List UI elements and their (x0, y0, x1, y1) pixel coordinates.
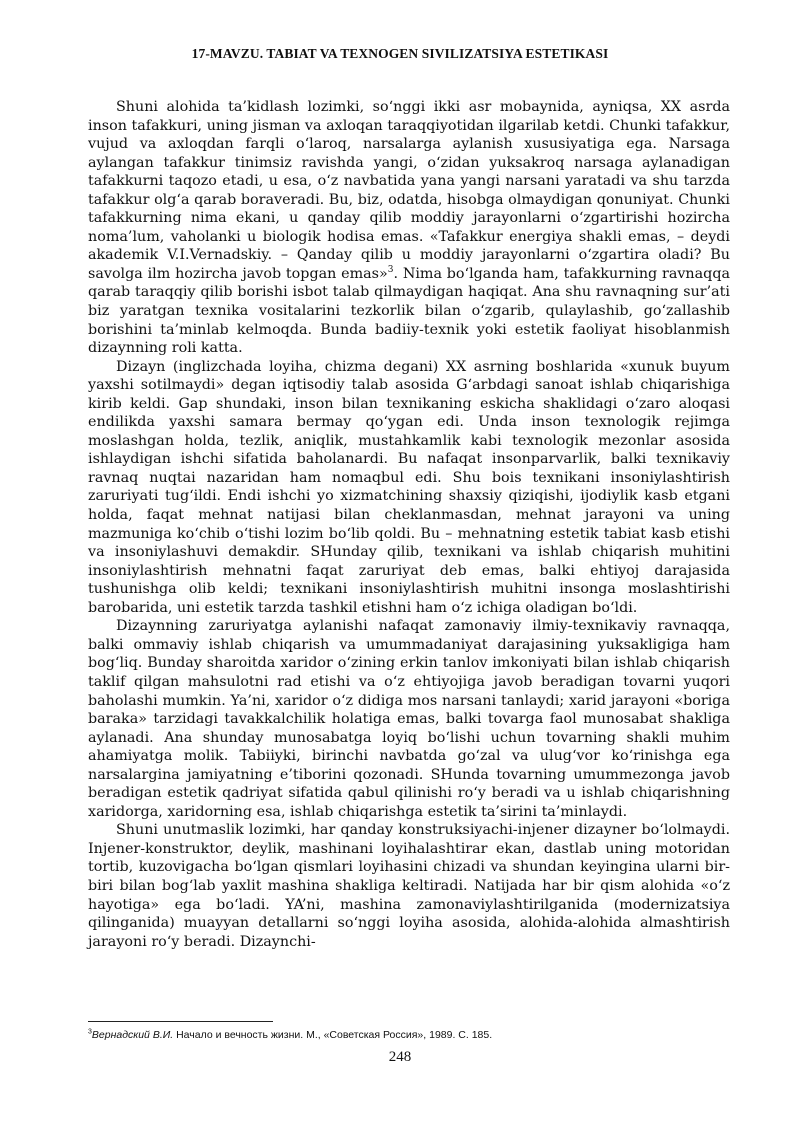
footnote-reference[interactable]: 3 (387, 265, 394, 276)
footnote-mark: 3 (88, 1028, 92, 1036)
body-text (88, 98, 730, 951)
paragraph-4: Shuni unutmaslik lozimki, har qanday konstruksiyachi-injener dizayner bo‘lolmaydi. Injener-konstruktor, deylik, mashinani loyihalashtirar ekan, dastlab uning motoridan tortib, kuzovigacha bo‘lgan qismlari loyihasini chizadi va shundan keyingina ularni bir-biri bilan bog‘lab yaxlit mashina shakliga keltiradi. Natijada har bir qism alohida «o‘z hayotiga» ega bo‘ladi. YA’ni, mashina zamonaviylashtirilganida (modernizatsiya qilinganida) muayyan detallarni so‘nggi loyiha asosida, alohida-alohida almashtirish jarayoni ro‘y beradi. Dizaynchi- (88, 822, 730, 950)
footnote-author: Вернадский В.И. (91, 1029, 174, 1041)
footnote-text: Начало и вечность жизни. М., «Советская Россия», 1989. С. 185. (173, 1029, 493, 1041)
paragraph-1-text-a: Shuni alohida ta’kidlash lozimki, so‘nggi ikki asr mobaynida, ayniqsa, XX asrda inson tafakkuri, uning jisman va axloqan taraqqiyotidan ilgarilab ketdi. Chunki tafakkur, vujud va axloqdan farqli o‘laroq, narsalarga aylanish xususiyatiga ega. Narsaga aylangan tafakkur tinimsiz ravishda yangi, o‘zidan yuksakroq narsaga aylanadigan tafakkurni taqozo etadi, u esa, o‘z navbatida yana yangi narsani yaratadi va shu tarzda tafakkur olg‘a qarab boraveradi. Bu, biz, odatda, hisobga olmaydigan qonuniyat. Chunki tafakkurning nima ekani, u qanday qilib moddiy jarayonlarni o‘zgartirishi hozircha noma’lum, vaholanki u biologik hodisa emas. «Tafakkur energiya shakli emas, – deydi akademik V.I.Vernadskiy. – Qanday qilib u moddiy jarayonlarni o‘zgartira oladi? Bu savolga ilm hozircha javob topgan emas» (88, 99, 730, 282)
paragraph-3: Dizaynning zaruriyatga aylanishi nafaqat zamonaviy ilmiy-texnikaviy ravnaqqa, balki ommaviy ishlab chiqarish va umummadaniyat darajasining yuksakligiga ham bog‘liq. Bunday sharoitda xaridor o‘zining erkin tanlov imkoniyati bilan ishlab chiqarish taklif qilgan mahsulotni rad etishi va o‘z ehtiyojiga javob beradigan tovarni yuqori baholashi mumkin. Ya’ni, xaridor o‘z didiga mos narsani tanlaydi; xarid jarayoni «boriga baraka» tarzidagi tavakkalchilik holatiga emas, balki tovarga faol munosabat shakliga aylanadi. Ana shunday munosabatga loyiq bo‘lishi uchun tovarning shakli muhim ahamiyatga molik. Tabiiyki, birinchi navbatda go‘zal va ulug‘vor ko‘rinishga ega narsalargina jamiyatning e’tiborini qozonadi. SHunda tovarning umummezonga javob beradigan estetik qadriyat sifatida qabul qilinishi ro‘y beradi va u ishlab chiqarishning xaridorga, xaridorning esa, ishlab chiqarishga estetik ta’sirini ta’minlaydi. (88, 618, 730, 820)
running-header: 17-MAVZU. TABIAT VA TEXNOGEN SIVILIZATSIYA ESTETIKASI (191, 46, 609, 61)
paragraph-1 (88, 98, 730, 358)
footnote (88, 1029, 730, 1042)
paragraph-2: Dizayn (inglizchada loyiha, chizma degani) XX asrning boshlarida «xunuk buyum yaxshi sotilmaydi» degan iqtisodiy talab asosida G‘arbdagi sanoat ishlab chiqarishiga kirib keldi. Gap shundaki, inson bilan texnikaning eskicha shaklidagi o‘zaro aloqasi endilikda yaxshi samara bermay qo‘ygan edi. Unda inson texnologik rejimga moslashgan holda, tezlik, aniqlik, mustahkamlik kabi texnologik mezonlar asosida ishlaydigan ishchi sifatida baholanardi. Bu nafaqat insonparvarlik, balki texnikaviy ravnaq nuqtai nazaridan ham nomaqbul edi. Shu bois texnikani insoniylashtirish zaruriyati tug‘ildi. Endi ishchi yo xizmatchining shaxsiy qiziqishi, ijodiylik kasb etgani holda, faqat mehnat natijasi bilan cheklanmasdan, mehnat jarayoni va uning mazmuniga ko‘chib o‘tishi lozim bo‘lib qoldi. Bu – mehnatning estetik tabiat kasb etishi va insoniylashuvi demakdir. SHunday qilib, texnikani va ishlab chiqarish muhitini insoniylashtirish mehnatni faqat zaruriyat deb emas, balki ehtiyoj darajasida tushunishga olib keldi; texnikani insoniylashtirish muhitni insonga moslashtirishi barobarida, uni estetik tarzda tashkil etishni ham o‘z ichiga oladigan bo‘ldi. (88, 358, 730, 616)
footnote-divider (88, 1021, 273, 1022)
paragraph-1-text-b: . Nima bo‘lganda ham, tafakkurning ravnaqqa qarab taraqqiy qilib borishi isbot talab qilmaydigan haqiqat. Ana shu ravnaqning sur’ati biz yaratgan texnika vositalarini tezkorlik bilan o‘zgarib, qulaylashib, go‘zallashib borishini ta’minlab kelmoqda. Bunda badiiy-texnik yoki estetik faoliyat hisoblanmish dizaynning roli katta. (88, 265, 730, 357)
page-number: 248 (388, 1049, 412, 1065)
